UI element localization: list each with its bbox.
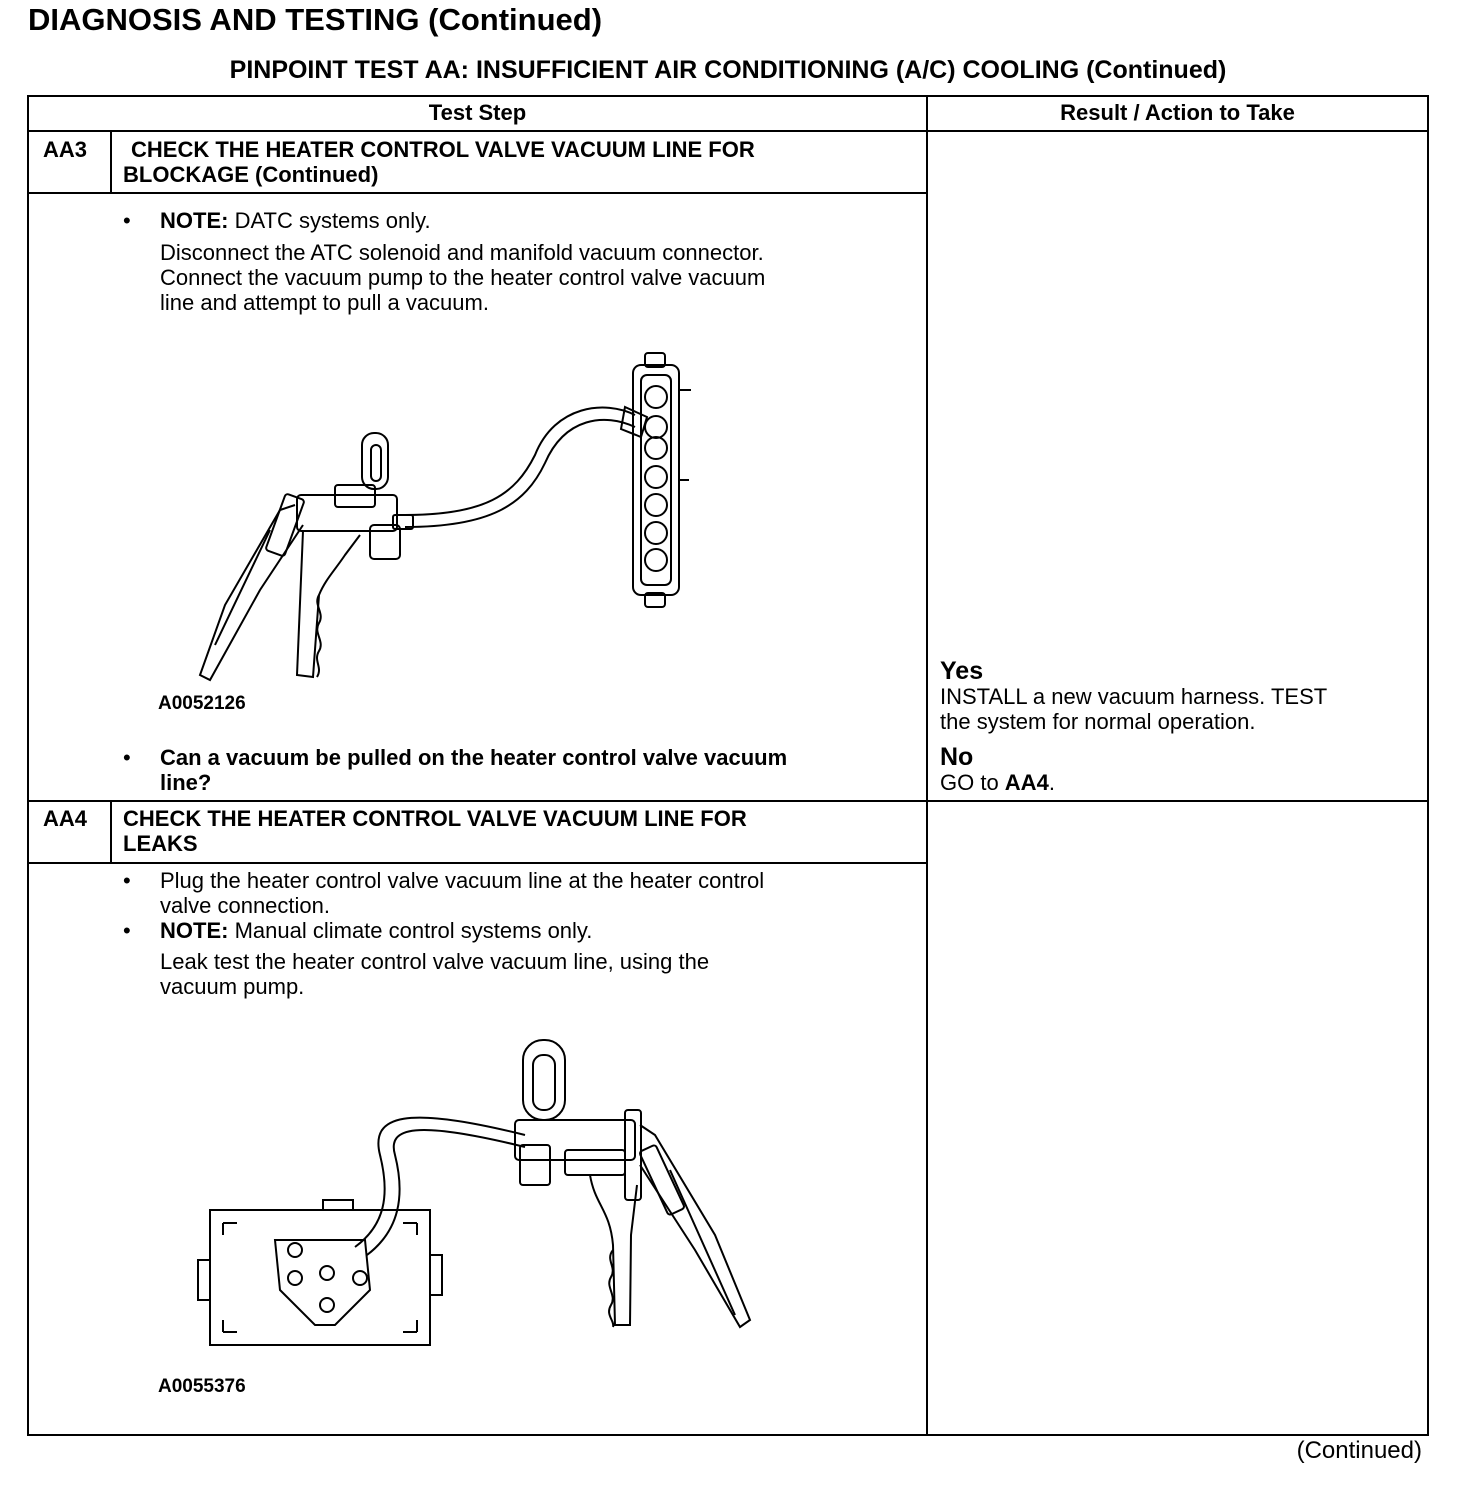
- note-aa3: NOTE: DATC systems only.: [160, 208, 431, 233]
- bullet: •: [123, 868, 131, 893]
- instructions-aa3: Disconnect the ATC solenoid and manifold vacuum connector. Connect the vacuum pump to the heater control valve vacuum line and attempt to pull a vacuum.: [160, 240, 766, 315]
- step-id-divider-aa4: [110, 800, 112, 863]
- step-title-aa4: CHECK THE HEATER CONTROL VALVE VACUUM LINE FOR LEAKS: [123, 806, 747, 856]
- step-title-divider-aa4: [27, 862, 927, 864]
- step-id-divider-aa3: [110, 130, 112, 193]
- result-no-label: No: [940, 743, 974, 771]
- vacuum-pump-connector-illustration: [185, 345, 705, 695]
- header-result-action: Result / Action to Take: [1060, 100, 1295, 125]
- result-yes-action: INSTALL a new vacuum harness. TEST the system for normal operation.: [940, 684, 1328, 734]
- continued-label: (Continued): [1296, 1437, 1422, 1464]
- column-divider: [926, 95, 928, 1436]
- pinpoint-test-title: PINPOINT TEST AA: INSUFFICIENT AIR CONDITIONING (A/C) COOLING (Continued): [229, 56, 1227, 84]
- row-divider-aa4: [27, 800, 1429, 802]
- result-yes-label: Yes: [940, 657, 984, 685]
- bullet: •: [123, 745, 131, 770]
- header-divider: [27, 130, 1429, 132]
- step-title-aa3: CHECK THE HEATER CONTROL VALVE VACUUM LINE FOR BLOCKAGE (Continued): [123, 137, 755, 187]
- bullet: •: [123, 918, 131, 943]
- page-title: DIAGNOSIS AND TESTING (Continued): [28, 2, 603, 37]
- note-aa4: NOTE: Manual climate control systems only.: [160, 918, 593, 943]
- vacuum-pump-valve-illustration: [195, 1035, 760, 1355]
- question-aa3: Can a vacuum be pulled on the heater control valve vacuum line?: [160, 745, 788, 795]
- instructions-aa4: Leak test the heater control valve vacuum line, using the vacuum pump.: [160, 949, 710, 999]
- step-title-divider-aa3: [27, 192, 927, 194]
- step-id-aa4: AA4: [43, 806, 88, 831]
- bullet: •: [123, 208, 131, 233]
- header-test-step: Test Step: [428, 100, 527, 125]
- step-id-aa3: AA3: [43, 137, 88, 162]
- result-no-action: GO to AA4.: [940, 770, 1055, 795]
- figure-id-aa3: A0052126: [158, 693, 246, 714]
- item-plug-line: Plug the heater control valve vacuum line at the heater control valve connection.: [160, 868, 765, 918]
- figure-id-aa4: A0055376: [158, 1376, 246, 1397]
- goto-aa4-link[interactable]: AA4: [1004, 770, 1049, 795]
